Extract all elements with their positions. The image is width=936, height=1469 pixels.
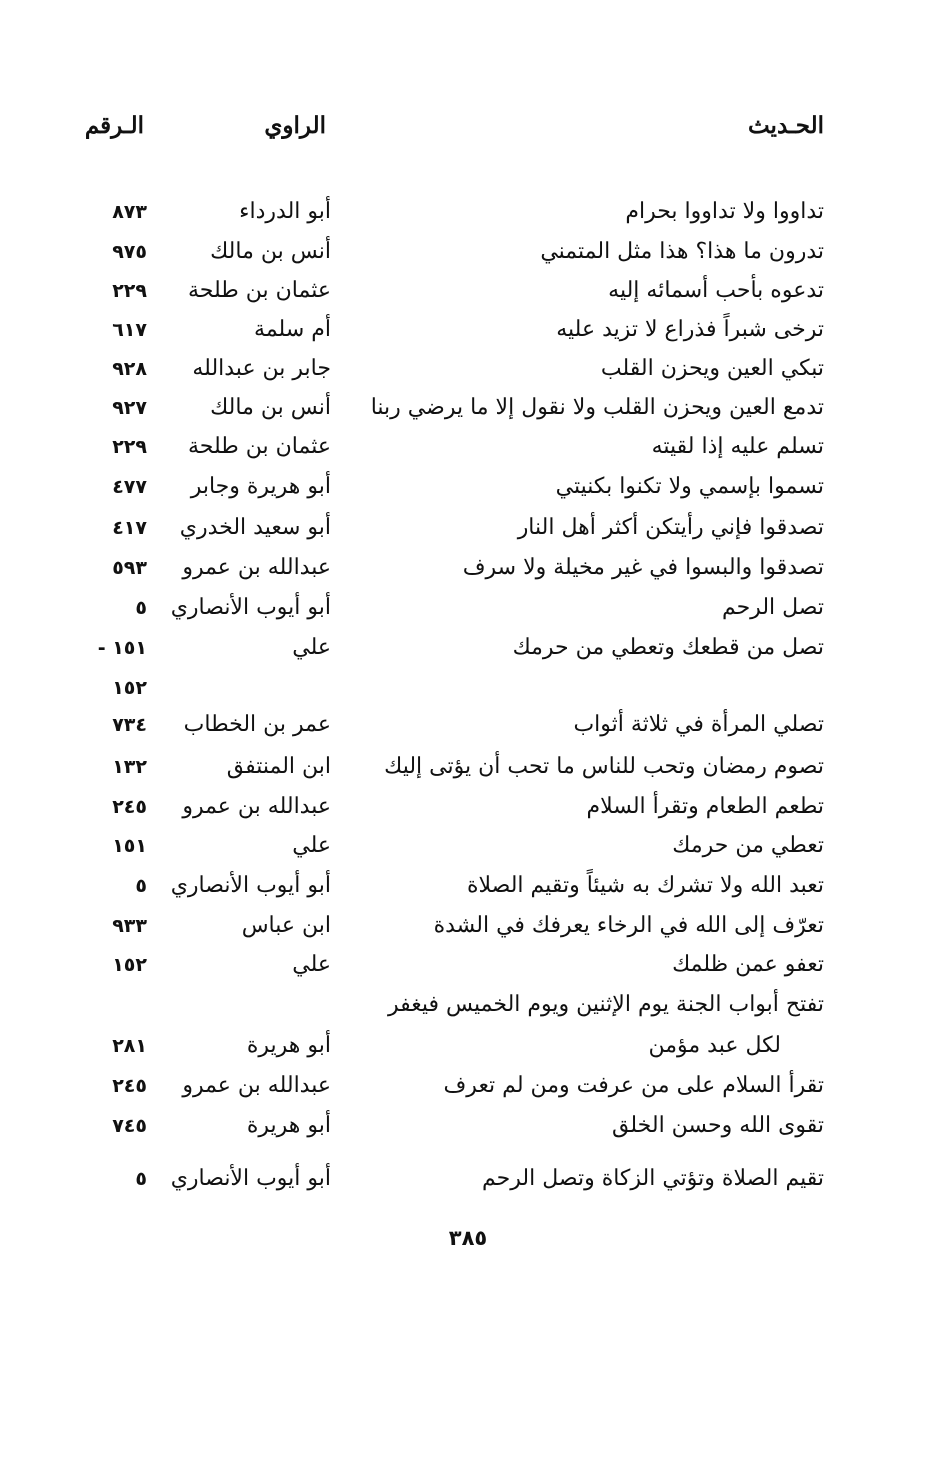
- hadith-text: لكل عبد مؤمن: [648, 1033, 781, 1058]
- narrator-name: أبو هريرة: [246, 1033, 331, 1058]
- hadith-text: تصل من قطعك وتعطي من حرمك: [512, 635, 824, 660]
- hadith-number: ٢٨١: [112, 1035, 147, 1057]
- hadith-text: تقرأ السلام على من عرفت ومن لم تعرف: [443, 1073, 824, 1098]
- hadith-text: تسلم عليه إذا لقيته: [651, 434, 824, 459]
- hadith-text: تصوم رمضان وتحب للناس ما تحب أن يؤتى إليك: [384, 754, 824, 779]
- hadith-number: ٢٢٩: [112, 436, 147, 458]
- hadith-number: ٩٢٧: [112, 397, 147, 419]
- hadith-number: ٤١٧: [112, 517, 147, 539]
- narrator-name: جابر بن عبدالله: [192, 356, 331, 381]
- table-row: [0, 705, 936, 745]
- narrator-name: عبدالله بن عمرو: [182, 1073, 331, 1098]
- table-row: [0, 192, 936, 232]
- narrator-name: علي: [292, 833, 331, 858]
- table-row: [0, 945, 936, 985]
- hadith-number: ٥: [135, 875, 147, 897]
- narrator-name: عثمان بن طلحة: [188, 278, 331, 303]
- hadith-number: ٦١٧: [112, 319, 147, 341]
- hadith-number: ١٥٢: [112, 677, 147, 699]
- table-row: [0, 1026, 936, 1066]
- narrator-name: عمر بن الخطاب: [183, 712, 331, 737]
- hadith-number: ٨٧٣: [112, 201, 147, 223]
- hadith-text: تصدقوا فإني رأيتكن أكثر أهل النار: [517, 515, 824, 540]
- narrator-name: ابن المنتفق: [226, 754, 331, 779]
- table-row: [0, 668, 936, 708]
- hadith-number: ٩٢٨: [112, 358, 147, 380]
- table-row: [0, 1159, 936, 1199]
- table-row: [0, 349, 936, 389]
- table-row: [0, 628, 936, 668]
- hadith-text: تدرون ما هذا؟ هذا مثل المتمني: [540, 239, 824, 264]
- table-row: [0, 548, 936, 588]
- hadith-text: تصلي المرأة في ثلاثة أثواب: [573, 712, 824, 737]
- page-number: ٣٨٥: [448, 1226, 488, 1250]
- hadith-number: ٢٤٥: [112, 796, 147, 818]
- narrator-name: عبدالله بن عمرو: [182, 794, 331, 819]
- narrator-name: عبدالله بن عمرو: [182, 555, 331, 580]
- hadith-number: ٧٣٤: [112, 714, 147, 736]
- hadith-text: تصل الرحم: [721, 595, 824, 620]
- hadith-text: ترخى شبراً فذراع لا تزيد عليه: [556, 317, 824, 342]
- hadith-text: تسموا بإسمي ولا تكنوا بكنيتي: [555, 474, 824, 499]
- hadith-number: ١٥١: [112, 835, 147, 857]
- header-narrator: الراوي: [264, 112, 326, 139]
- narrator-name: علي: [292, 635, 331, 660]
- narrator-name: علي: [292, 952, 331, 977]
- table-row: [0, 826, 936, 866]
- narrator-name: أنس بن مالك: [210, 239, 331, 264]
- narrator-name: أم سلمة: [254, 317, 331, 342]
- hadith-text: تصدقوا والبسوا في غير مخيلة ولا سرف: [462, 555, 824, 580]
- hadith-number: ٧٤٥: [112, 1115, 147, 1137]
- hadith-text: تداووا ولا تداووا بحرام: [625, 199, 824, 224]
- narrator-name: عثمان بن طلحة: [188, 434, 331, 459]
- table-row: [0, 1066, 936, 1106]
- hadith-number: ١٥٢: [112, 954, 147, 976]
- table-row: [0, 787, 936, 827]
- hadith-text: تطعم الطعام وتقرأ السلام: [586, 794, 824, 819]
- hadith-number: ٥: [135, 1168, 147, 1190]
- table-row: [0, 271, 936, 311]
- hadith-text: تدمع العين ويحزن القلب ولا نقول إلا ما يرضي ربنا: [370, 395, 824, 420]
- table-row: [0, 588, 936, 628]
- hadith-number: ٥٩٣: [112, 557, 147, 579]
- hadith-number: ١٥١ -: [97, 637, 147, 659]
- table-row: [0, 427, 936, 467]
- narrator-name: أبو أيوب الأنصاري: [170, 873, 331, 898]
- narrator-name: أنس بن مالك: [210, 395, 331, 420]
- table-row: [0, 985, 936, 1025]
- table-row: [0, 1106, 936, 1146]
- table-row: [0, 906, 936, 946]
- table-row: [0, 310, 936, 350]
- table-row: [0, 747, 936, 787]
- hadith-number: ٩٣٣: [112, 915, 147, 937]
- narrator-name: أبو أيوب الأنصاري: [170, 1166, 331, 1191]
- table-row: [0, 388, 936, 428]
- narrator-name: أبو الدرداء: [239, 199, 331, 224]
- header-hadith: الحـديث: [747, 112, 824, 139]
- hadith-text: تعرّف إلى الله في الرخاء يعرفك في الشدة: [433, 913, 824, 938]
- hadith-number: ٩٧٥: [112, 241, 147, 263]
- hadith-text: تعفو عمن ظلمك: [672, 952, 824, 977]
- narrator-name: ابن عباس: [241, 913, 331, 938]
- table-row: [0, 508, 936, 548]
- narrator-name: أبو هريرة وجابر: [190, 474, 331, 499]
- table-row: [0, 866, 936, 906]
- hadith-text: تبكي العين ويحزن القلب: [600, 356, 824, 381]
- hadith-number: ٥: [135, 597, 147, 619]
- narrator-name: أبو أيوب الأنصاري: [170, 595, 331, 620]
- hadith-number: ١٣٢: [112, 756, 147, 778]
- hadith-text: تعطي من حرمك: [672, 833, 824, 858]
- hadith-number: ٤٧٧: [112, 476, 147, 498]
- hadith-number: ٢٤٥: [112, 1075, 147, 1097]
- hadith-text: تفتح أبواب الجنة يوم الإثنين ويوم الخميس فيغفر: [387, 992, 824, 1017]
- hadith-text: تقوى الله وحسن الخلق: [612, 1113, 824, 1138]
- hadith-text: تدعوه بأحب أسمائه إليه: [608, 278, 824, 303]
- hadith-text: تعبد الله ولا تشرك به شيئاً وتقيم الصلاة: [467, 873, 824, 898]
- narrator-name: أبو سعيد الخدري: [179, 515, 331, 540]
- table-row: [0, 232, 936, 272]
- table-row: [0, 467, 936, 507]
- hadith-number: ٢٢٩: [112, 280, 147, 302]
- header-number: الـرقم: [84, 112, 144, 139]
- narrator-name: أبو هريرة: [246, 1113, 331, 1138]
- hadith-text: تقيم الصلاة وتؤتي الزكاة وتصل الرحم: [482, 1166, 824, 1191]
